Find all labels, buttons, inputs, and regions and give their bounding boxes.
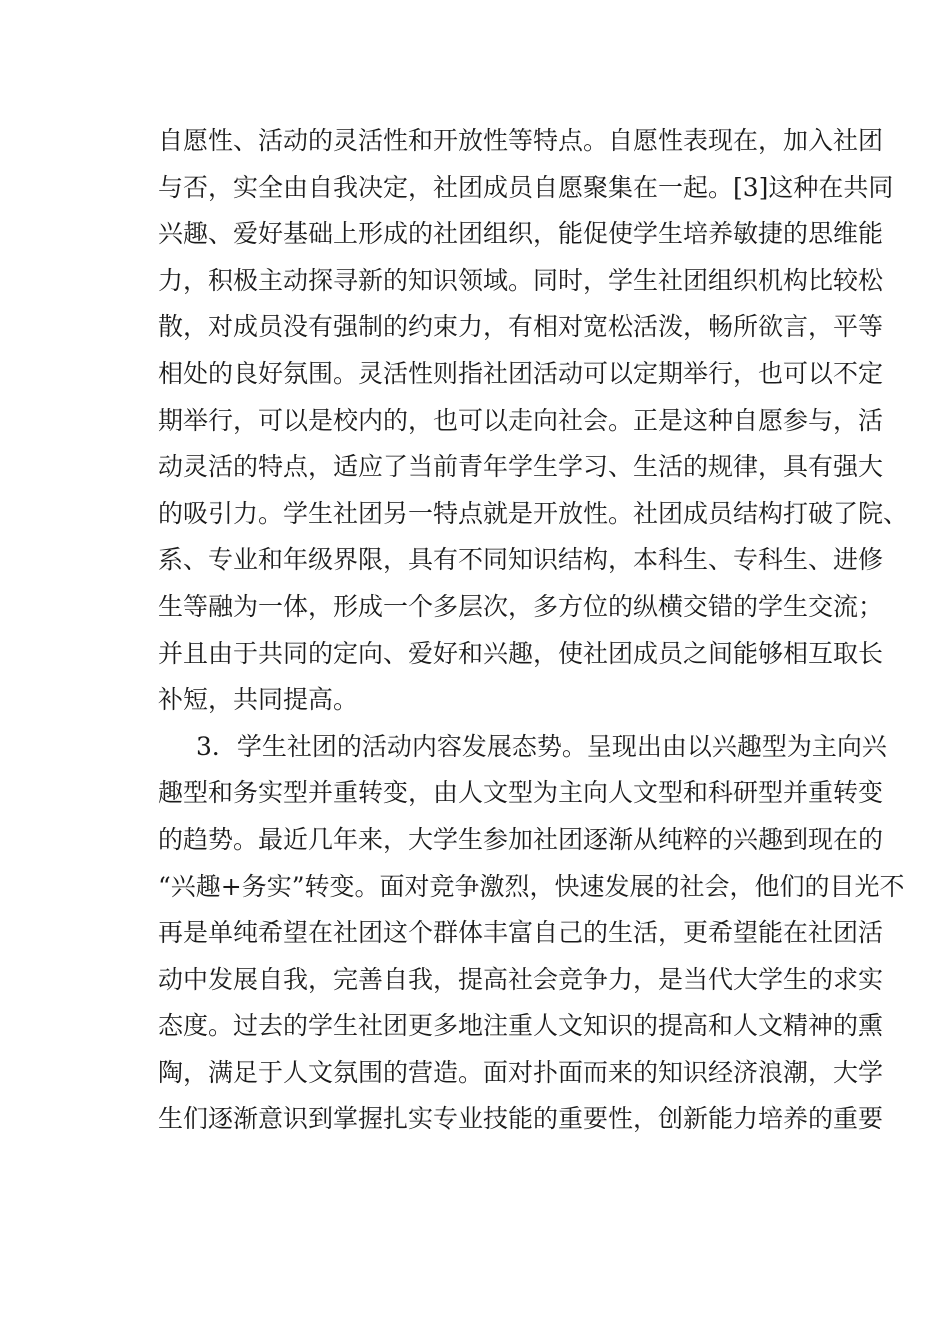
text-line: 与否，实全由自我决定，社团成员自愿聚集在一起。[3]这种在共同 [158, 172, 894, 202]
text-line: 相处的良好氛围。灵活性则指社团活动可以定期举行，也可以不定 [158, 358, 884, 388]
paragraph-2 [158, 724, 905, 1143]
body-text [158, 118, 909, 1143]
text-line: 态度。过去的学生社团更多地注重人文知识的提高和人文精神的熏 [158, 1011, 884, 1041]
text-line: 并且由于共同的定向、爱好和兴趣，使社团成员之间能够相互取长 [158, 638, 884, 668]
text-line: 生们逐渐意识到掌握扎实专业技能的重要性，创新能力培养的重要 [158, 1104, 884, 1134]
text-line: 自愿性、活动的灵活性和开放性等特点。自愿性表现在，加入社团 [158, 126, 884, 155]
text-line: 力，积极主动探寻新的知识领域。同时，学生社团组织机构比较松 [158, 265, 884, 295]
text-line: 散，对成员没有强制的约束力，有相对宽松活泼，畅所欲言，平等 [158, 312, 884, 342]
text-line: 趣型和务实型并重转变，由人文型为主向人文型和科研型并重转变 [158, 778, 884, 808]
text-line: 动灵活的特点，适应了当前青年学生学习、生活的规律，具有强大 [158, 452, 884, 482]
text-line: 生等融为一体，形成一个多层次，多方位的纵横交错的学生交流； [158, 591, 884, 621]
text-line: 的趋势。最近几年来，大学生参加社团逐渐从纯粹的兴趣到现在的 [158, 824, 884, 854]
text-line: 系、专业和年级界限，具有不同知识结构，本科生、专科生、进修 [158, 545, 884, 575]
text-line: 3．学生社团的活动内容发展态势。呈现出由以兴趣型为主向兴 [196, 731, 887, 761]
paragraph-1 [158, 118, 909, 724]
text-line: 动中发展自我，完善自我，提高社会竞争力，是当代大学生的求实 [158, 964, 884, 994]
text-line: 的吸引力。学生社团另一特点就是开放性。社团成员结构打破了院、 [158, 498, 909, 528]
text-line: 补短，共同提高。 [158, 685, 359, 715]
text-line: “兴趣+务实”转变。面对竞争激烈，快速发展的社会，他们的目光不 [158, 871, 905, 901]
text-line: 期举行，可以是校内的，也可以走向社会。正是这种自愿参与，活 [158, 405, 884, 435]
text-line: 兴趣、爱好基础上形成的社团组织，能促使学生培养敏捷的思维能 [158, 219, 884, 249]
text-line: 再是单纯希望在社团这个群体丰富自己的生活，更希望能在社团活 [158, 918, 884, 948]
text-line: 陶，满足于人文氛围的营造。面对扑面而来的知识经济浪潮，大学 [158, 1057, 884, 1087]
